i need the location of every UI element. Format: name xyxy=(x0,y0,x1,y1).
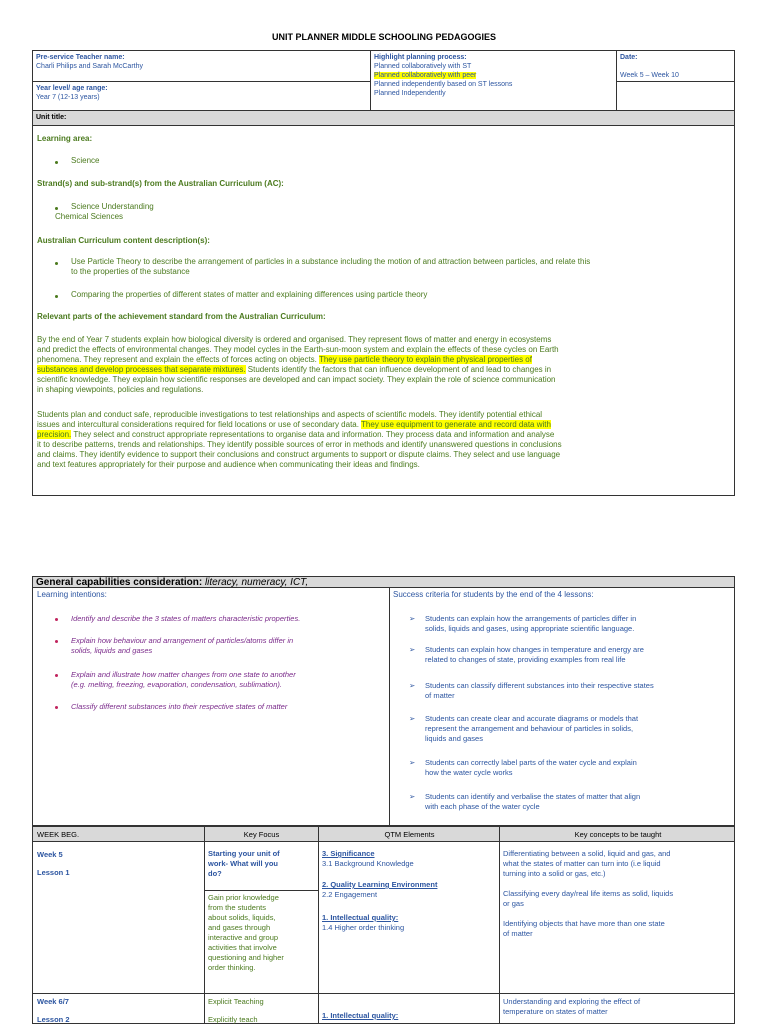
focus-body: from the students xyxy=(208,903,266,912)
process-option: Planned collaboratively with ST xyxy=(374,63,472,70)
unit-title-label: Unit title: xyxy=(36,114,67,121)
concept-text: turning into a solid or gas, etc.) xyxy=(503,869,606,878)
lesson-label: Lesson 2 xyxy=(37,1015,70,1024)
learning-area-item: Science xyxy=(71,156,100,165)
success-item: Students can explain how changes in temperature and energy are xyxy=(425,645,644,654)
content-description-1: Use Particle Theory to describe the arrangement of particles in a substance including the motion of and attraction between particles, and relate this xyxy=(71,257,591,266)
concept-text: Understanding and exploring the effect of xyxy=(503,997,641,1006)
col-header-qtm: QTM Elements xyxy=(384,830,435,839)
qtm-heading: 1. Intellectual quality: xyxy=(322,913,399,922)
intention-item: Classify different substances into their respective states of matter xyxy=(71,702,288,711)
intention-item: Identify and describe the 3 states of matters characteristic properties. xyxy=(71,614,301,623)
achievement-text: it to describe patterns, trends and relationships. They identify possible sources of error in methods and identify unanswered questions in conclusions xyxy=(37,440,562,449)
process-option: Planned Independently xyxy=(374,90,446,97)
process-option-highlighted: Planned collaboratively with peer xyxy=(374,72,477,79)
qtm-heading: 3. Significance xyxy=(322,849,375,858)
success-item: Students can classify different substances into their respective states xyxy=(425,681,654,690)
teacher-value: Charli Philips and Sarah McCarthy xyxy=(36,63,143,70)
date-value: Week 5 – Week 10 xyxy=(620,72,679,79)
header-table xyxy=(32,50,735,111)
year-cell xyxy=(33,82,371,110)
bullet-icon xyxy=(55,262,58,265)
document-title: UNIT PLANNER MIDDLE SCHOOLING PEDAGOGIES xyxy=(271,32,496,42)
teacher-cell xyxy=(33,51,371,82)
success-item: of matter xyxy=(425,691,455,700)
concept-text: Identifying objects that have more than one state xyxy=(503,919,665,928)
planning-process-cell xyxy=(371,51,617,110)
bullet-icon xyxy=(55,161,58,164)
arrow-bullet-icon: ➢ xyxy=(409,758,416,767)
highlighted-text: They use equipment to generate and record data with xyxy=(361,420,551,429)
concept-text: of matter xyxy=(503,929,533,938)
learning-area-section xyxy=(32,126,735,496)
achievement-text: in shaping viewpoints, policies and regulations. xyxy=(37,385,204,394)
arrow-bullet-icon: ➢ xyxy=(409,614,416,623)
col-header-concepts: Key concepts to be taught xyxy=(574,830,662,839)
arrow-bullet-icon: ➢ xyxy=(409,645,416,654)
success-criteria-label: Success criteria for students by the end of the 4 lessons: xyxy=(393,590,594,599)
bullet-icon xyxy=(55,618,58,621)
concept-text: Differentiating between a solid, liquid and gas, and xyxy=(503,849,671,858)
year-value: Year 7 (12-13 years) xyxy=(36,94,100,101)
concept-text: temperature on states of matter xyxy=(503,1007,608,1016)
teacher-label: Pre-service Teacher name: xyxy=(36,54,125,61)
success-item: with each phase of the water cycle xyxy=(425,802,540,811)
achievement-text: Students plan and conduct safe, reproducible investigations to test relationships and aspects of scientific models. They identify potential ethical xyxy=(37,410,543,419)
concept-text: what the states of matter can turn into (i.e liquid xyxy=(503,859,661,868)
achievement-text: precision. They select and construct appropriate representations to organise data and information. They process data and information and analyse xyxy=(37,430,555,439)
achievement-text: and claims. They identify evidence to support their conclusions and construct arguments to support or dispute claims. They select and use language xyxy=(37,450,561,459)
qtm-sub: 2.2 Engagement xyxy=(322,890,378,899)
success-item: related to changes of state, providing examples from real life xyxy=(425,655,626,664)
qtm-sub: 1.4 Higher order thinking xyxy=(322,923,405,932)
learning-area-label: Learning area: xyxy=(37,134,93,143)
intentions-criteria-section xyxy=(32,588,735,826)
bullet-icon xyxy=(55,674,58,677)
achievement-text: phenomena. They represent and explain the effects of forces acting on objects. They use particle theory to explain the physical properties of xyxy=(37,355,532,364)
table-header-row xyxy=(33,827,734,842)
intention-item: Explain how behaviour and arrangement of particles/atoms differ in xyxy=(71,636,294,645)
success-item: Students can identify and verbalise the states of matter that align xyxy=(425,792,641,801)
intentions-label: Learning intentions: xyxy=(37,590,107,599)
focus-body: Explicit Teaching xyxy=(208,997,264,1006)
success-item: how the water cycle works xyxy=(425,768,513,777)
focus-body: questioning and higher xyxy=(208,953,284,962)
unit-title-bar xyxy=(32,110,735,126)
lesson-label: Lesson 1 xyxy=(37,868,70,877)
focus-body: Gain prior knowledge xyxy=(208,893,279,902)
concept-text: or gas xyxy=(503,899,524,908)
focus-title: work- What will you xyxy=(208,859,279,868)
week-label: Week 5 xyxy=(37,850,63,859)
success-item: Students can create clear and accurate diagrams or models that xyxy=(425,714,639,723)
achievement-text: issues and intercultural considerations required for field locations or use of secondary data. They use equipment to generate and record data with xyxy=(37,420,551,429)
content-description-label: Australian Curriculum content description(s): xyxy=(37,236,210,245)
focus-title: Starting your unit of xyxy=(208,849,280,858)
focus-body: activities that involve xyxy=(208,943,277,952)
qtm-heading: 2. Quality Learning Environment xyxy=(322,880,438,889)
focus-title: do? xyxy=(208,869,222,878)
intention-item: solids, liquids and gases xyxy=(71,646,153,655)
achievement-text: By the end of Year 7 students explain how biological diversity is ordered and organised. They represent flows of matter and energy in ecosystems xyxy=(37,335,552,344)
focus-body: interactive and group xyxy=(208,933,279,942)
achievement-text: and predict the effects of environmental changes. They model cycles in the Earth-sun-moon system and explain the effects of these cycles on Earth xyxy=(37,345,559,354)
bullet-icon xyxy=(55,640,58,643)
year-label: Year level/ age range: xyxy=(36,85,108,92)
capabilities-value: literacy, numeracy, ICT, xyxy=(204,577,309,588)
arrow-bullet-icon: ➢ xyxy=(409,792,416,801)
bullet-icon xyxy=(55,295,58,298)
capabilities-label: General capabilities consideration: xyxy=(36,577,205,588)
achievement-text: and text features appropriately for their purpose and audience when communicating their ideas and findings. xyxy=(37,460,420,469)
concept-text: Classifying every day/real life items as solid, liquids xyxy=(503,889,674,898)
strand-item: Science Understanding xyxy=(71,202,154,211)
arrow-bullet-icon: ➢ xyxy=(409,714,416,723)
date-label: Date: xyxy=(620,54,638,61)
content-description-1-cont: to the properties of the substance xyxy=(71,267,190,276)
focus-body: order thinking. xyxy=(208,963,256,972)
success-item: solids, liquids and gases, using appropriate scientific language. xyxy=(425,624,635,633)
focus-body: about solids, liquids, xyxy=(208,913,276,922)
col-header-week: WEEK BEG. xyxy=(37,830,80,839)
arrow-bullet-icon: ➢ xyxy=(409,681,416,690)
highlighted-text: They use particle theory to explain the physical properties of xyxy=(318,355,532,364)
success-item: liquids and gases xyxy=(425,734,483,743)
process-label: Highlight planning process: xyxy=(374,54,467,61)
achievement-label: Relevant parts of the achievement standard from the Australian Curriculum: xyxy=(37,312,326,321)
intention-item: Explain and illustrate how matter changes from one state to another xyxy=(71,670,296,679)
date-cell xyxy=(617,51,734,82)
focus-body: and gases through xyxy=(208,923,271,932)
success-item: Students can correctly label parts of the water cycle and explain xyxy=(425,758,637,767)
qtm-sub: 3.1 Background Knowledge xyxy=(322,859,414,868)
weekly-plan-table xyxy=(32,826,735,1024)
content-description-2: Comparing the properties of different states of matter and explaining differences using particle theory xyxy=(71,290,428,299)
achievement-text: substances and develop processes that separate mixtures. Students identify the factors that can influence development of and lead to changes in xyxy=(37,365,552,374)
highlighted-text: precision. xyxy=(37,430,72,439)
highlighted-text: substances and develop processes that separate mixtures. xyxy=(37,365,246,374)
bullet-icon xyxy=(55,207,58,210)
strand-item: Chemical Sciences xyxy=(55,212,124,221)
success-item: represent the arrangement and behaviour of particles in solids, xyxy=(425,724,634,733)
success-item: Students can explain how the arrangements of particles differ in xyxy=(425,614,637,623)
achievement-text: scientific knowledge. They explain how scientific responses are developed and can impact society. They explain the role of science communication xyxy=(37,375,556,384)
general-capabilities-bar xyxy=(32,576,735,588)
strand-label: Strand(s) and sub-strand(s) from the Australian Curriculum (AC): xyxy=(37,179,284,188)
col-header-focus: Key Focus xyxy=(243,830,280,839)
week-label: Week 6/7 xyxy=(37,997,69,1006)
intention-item: (e.g. melting, freezing, evaporation, condensation, sublimation). xyxy=(71,680,282,689)
bullet-icon xyxy=(55,706,58,709)
focus-body: Explicitly teach xyxy=(208,1015,258,1024)
qtm-heading: 1. Intellectual quality: xyxy=(322,1011,399,1020)
process-option: Planned independently based on ST lessons xyxy=(374,81,513,88)
